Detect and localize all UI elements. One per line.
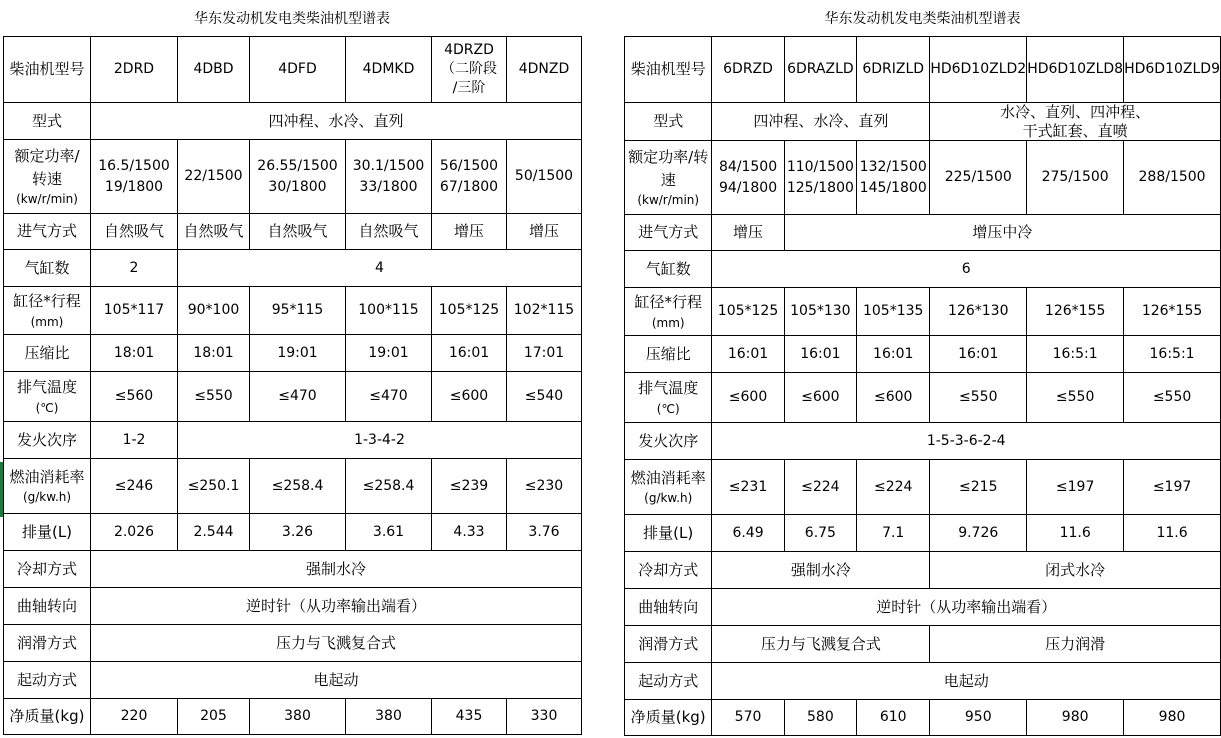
row-label: 进气方式 (4, 214, 91, 250)
value-cell: 增压 (432, 214, 507, 250)
value-cell: 105*130 (784, 288, 856, 336)
value-cell: ≤540 (507, 372, 582, 422)
value-cell: 1-2 (91, 422, 178, 459)
row-label: 发火次序 (4, 422, 91, 459)
value-cell: ≤470 (346, 372, 432, 422)
value-cell: 自然吸气 (178, 214, 250, 250)
value-cell: 16:01 (712, 336, 784, 373)
table-row (4, 214, 582, 250)
value-cell: ≤600 (784, 373, 856, 423)
row-label: 型式 (4, 103, 91, 140)
value-cell: 950 (930, 700, 1027, 736)
value-cell: 105*117 (91, 287, 178, 335)
value-cell: 100*115 (346, 287, 432, 335)
unit-text: (kw/r/min) (16, 192, 78, 206)
value-cell: 压力与飞溅复合式 (91, 625, 582, 662)
value-cell: 980 (1027, 700, 1124, 736)
model-cell: HD6D10ZLD9 (1124, 37, 1221, 103)
row-label: 压缩比 (625, 336, 712, 373)
value-cell: 强制水冷 (712, 552, 930, 589)
value-cell: 压力与飞溅复合式 (712, 626, 930, 663)
table-row (625, 336, 1221, 373)
value-cell: 3.26 (250, 514, 346, 551)
value-cell: 自然吸气 (250, 214, 346, 250)
value-cell: 1-5-3-6-2-4 (712, 423, 1221, 460)
value-cell: 126*155 (1027, 288, 1124, 336)
row-label: 净质量(kg) (4, 699, 91, 735)
value-cell: ≤600 (712, 373, 784, 423)
table-row (625, 700, 1221, 736)
value-cell: 19:01 (346, 335, 432, 372)
value-cell: 18:01 (91, 335, 178, 372)
value-cell: 电起动 (712, 663, 1221, 700)
table-row (625, 663, 1221, 700)
value-cell (250, 140, 346, 214)
unit-text: (mm) (30, 314, 64, 329)
value-cell (91, 140, 178, 214)
value-cell: 288/1500 (1124, 141, 1221, 215)
row-label (4, 459, 91, 514)
value-cell: 102*115 (507, 287, 582, 335)
value-cell: 增压 (507, 214, 582, 250)
value-cell: ≤224 (784, 460, 856, 515)
value-cell: 增压 (712, 215, 784, 251)
value-line: 30.1/1500 (352, 157, 425, 174)
model-cell: 4DFD (250, 37, 346, 103)
right-table-title: 华东发动机发电类柴油机型谱表 (824, 11, 1021, 27)
value-cell: 225/1500 (930, 141, 1027, 215)
value-line: 水冷、直列、四冲程、 (1000, 103, 1151, 121)
value-cell: ≤600 (857, 373, 930, 423)
value-cell: 105*135 (857, 288, 930, 336)
label-line: 排气温度 (638, 379, 699, 398)
value-cell: 95*115 (250, 287, 346, 335)
row-label: 型式 (625, 103, 712, 141)
value-cell: 2 (91, 250, 178, 287)
value-cell: ≤197 (1027, 460, 1124, 515)
value-cell: 126*155 (1124, 288, 1221, 336)
row-label: 起动方式 (625, 663, 712, 700)
value-line: 30/1800 (268, 178, 327, 195)
value-cell: 3.76 (507, 514, 582, 551)
unit-text: (g/kw.h) (644, 491, 693, 506)
label-line: 缸径*行程 (634, 293, 702, 312)
row-label: 压缩比 (4, 335, 91, 372)
value-cell (930, 103, 1221, 141)
value-cell: 电起动 (91, 662, 582, 699)
value-line: 125/1800 (786, 179, 854, 196)
value-cell: ≤230 (507, 459, 582, 514)
value-cell: ≤550 (930, 373, 1027, 423)
unit-text: (mm) (651, 315, 685, 330)
model-cell: 4DNZD (507, 37, 582, 103)
value-cell: 自然吸气 (91, 214, 178, 250)
table-row (625, 515, 1221, 552)
label-line: 燃油消耗率 (630, 468, 706, 487)
value-cell: 90*100 (178, 287, 250, 335)
row-label: 排量(L) (625, 515, 712, 552)
value-cell: 105*125 (432, 287, 507, 335)
value-line: 94/1800 (718, 179, 778, 196)
row-label: 曲轴转向 (625, 589, 712, 626)
row-label (625, 288, 712, 336)
value-cell: 205 (178, 699, 250, 735)
value-line: 56/1500 (439, 157, 499, 174)
unit-text: (℃) (35, 400, 59, 415)
row-label: 润滑方式 (625, 626, 712, 663)
table-row (625, 589, 1221, 626)
value-cell: 570 (712, 700, 784, 736)
row-label (4, 287, 91, 335)
value-cell: 435 (432, 699, 507, 735)
row-label (4, 140, 91, 214)
value-cell: 580 (784, 700, 856, 736)
value-line: 26.55/1500 (257, 157, 338, 174)
value-cell (784, 141, 856, 215)
row-label (625, 460, 712, 515)
row-label: 冷却方式 (4, 551, 91, 588)
value-cell: 闭式水冷 (930, 552, 1221, 589)
value-cell: ≤550 (1124, 373, 1221, 423)
unit-text: (g/kw.h) (22, 490, 72, 505)
row-label: 进气方式 (625, 215, 712, 251)
value-cell: 380 (250, 699, 346, 735)
value-cell: 逆时针（从功率输出端看） (712, 589, 1221, 626)
model-cell: 6DRIZLD (857, 37, 930, 103)
value-cell: 1-3-4-2 (178, 422, 582, 459)
value-cell: ≤197 (1124, 460, 1221, 515)
value-cell: 7.1 (857, 515, 930, 552)
value-cell: 四冲程、水冷、直列 (91, 103, 582, 140)
value-cell: 126*130 (930, 288, 1027, 336)
value-cell (432, 140, 507, 214)
row-label: 排量(L) (4, 514, 91, 551)
value-cell: 16:01 (784, 336, 856, 373)
value-cell: 11.6 (1027, 515, 1124, 552)
model-cell: HD6D10ZLD8 (1027, 37, 1124, 103)
table-row (4, 140, 582, 214)
table-row (625, 215, 1221, 251)
right-spec-table (624, 36, 1221, 736)
value-cell: 19:01 (250, 335, 346, 372)
value-cell: 4.33 (432, 514, 507, 551)
table-row (4, 699, 582, 735)
value-cell: 增压中冷 (784, 215, 1220, 251)
value-cell: ≤600 (432, 372, 507, 422)
label-line: 速 (660, 170, 676, 189)
table-row (4, 588, 582, 625)
table-row (625, 103, 1221, 141)
value-cell: 105*125 (712, 288, 784, 336)
value-cell: ≤250.1 (178, 459, 250, 514)
label-line: 额定功率/转 (628, 148, 709, 166)
row-label: 气缸数 (625, 251, 712, 288)
table-row (625, 373, 1221, 423)
row-label: 气缸数 (4, 250, 91, 287)
value-cell: 18:01 (178, 335, 250, 372)
model-cell: 4DRZD （二阶段 /三阶 (432, 37, 507, 103)
row-label (4, 372, 91, 422)
row-label: 冷却方式 (625, 552, 712, 589)
value-line: 干式缸套、直喷 (1022, 122, 1128, 140)
model-cell: 4DBD (178, 37, 250, 103)
row-label (625, 373, 712, 423)
value-cell: 6 (712, 251, 1221, 288)
table-row (625, 288, 1221, 336)
value-line: 67/1800 (439, 178, 499, 195)
header-label: 柴油机型号 (4, 37, 91, 103)
unit-text: (℃) (656, 401, 680, 416)
label-line: 转速 (31, 169, 62, 188)
table-row (625, 251, 1221, 288)
table-row (4, 37, 582, 103)
value-cell: 220 (91, 699, 178, 735)
value-cell: 16:01 (432, 335, 507, 372)
table-row (4, 514, 582, 551)
table-row (625, 460, 1221, 515)
value-line: 84/1500 (718, 158, 778, 175)
table-row (625, 423, 1221, 460)
value-cell: 压力润滑 (930, 626, 1221, 663)
value-cell: ≤550 (1027, 373, 1124, 423)
value-cell: 2.544 (178, 514, 250, 551)
value-cell: ≤550 (178, 372, 250, 422)
value-cell: ≤560 (91, 372, 178, 422)
table-row (625, 141, 1221, 215)
label-line: 排气温度 (16, 378, 77, 397)
value-cell: ≤215 (930, 460, 1027, 515)
row-label (625, 141, 712, 215)
table-row (4, 459, 582, 514)
table-row (4, 250, 582, 287)
table-row (4, 287, 582, 335)
header-label: 柴油机型号 (625, 37, 712, 103)
value-cell: 自然吸气 (346, 214, 432, 250)
value-cell: ≤224 (857, 460, 930, 515)
value-cell: 4 (178, 250, 582, 287)
value-cell: 16:5:1 (1027, 336, 1124, 373)
clipped-value (930, 103, 1220, 140)
value-cell: 强制水冷 (91, 551, 582, 588)
value-cell (712, 141, 784, 215)
table-row (4, 551, 582, 588)
left-table-title: 华东发动机发电类柴油机型谱表 (194, 11, 390, 27)
model-cell: 6DRAZLD (784, 37, 856, 103)
value-line: 145/1800 (859, 179, 927, 196)
row-label: 净质量(kg) (625, 700, 712, 736)
value-cell: 17:01 (507, 335, 582, 372)
table-row (4, 103, 582, 140)
row-label: 曲轴转向 (4, 588, 91, 625)
value-cell: ≤231 (712, 460, 784, 515)
value-line: 19/1800 (104, 178, 164, 195)
value-cell: ≤239 (432, 459, 507, 514)
value-cell: 四冲程、水冷、直列 (712, 103, 930, 141)
value-cell: 16:5:1 (1124, 336, 1221, 373)
value-cell: 11.6 (1124, 515, 1221, 552)
value-cell: 9.726 (930, 515, 1027, 552)
label-line: 缸径*行程 (13, 292, 81, 311)
value-cell: 380 (346, 699, 432, 735)
value-line: 33/1800 (359, 178, 418, 195)
value-cell: 16:01 (857, 336, 930, 373)
value-cell: 6.49 (712, 515, 784, 552)
model-cell: 6DRZD (712, 37, 784, 103)
value-cell: ≤258.4 (250, 459, 346, 514)
table-row (625, 626, 1221, 663)
value-cell (857, 141, 930, 215)
value-cell: 6.75 (784, 515, 856, 552)
value-cell: 3.61 (346, 514, 432, 551)
value-cell: 22/1500 (178, 140, 250, 214)
unit-text: (kw/r/min) (637, 193, 700, 207)
value-line: 110/1500 (786, 158, 854, 175)
row-label: 润滑方式 (4, 625, 91, 662)
table-row (4, 422, 582, 459)
value-cell: 2.026 (91, 514, 178, 551)
value-cell: 330 (507, 699, 582, 735)
value-cell (346, 140, 432, 214)
model-cell: 2DRD (91, 37, 178, 103)
table-row (625, 37, 1221, 103)
table-row (4, 625, 582, 662)
model-cell: 4DMKD (346, 37, 432, 103)
label-line: 额定功率/ (14, 147, 80, 165)
label-line: 燃油消耗率 (9, 467, 85, 486)
value-cell: 980 (1124, 700, 1221, 736)
row-label: 发火次序 (625, 423, 712, 460)
table-row (625, 552, 1221, 589)
value-cell: ≤258.4 (346, 459, 432, 514)
value-cell: 50/1500 (507, 140, 582, 214)
value-cell: ≤246 (91, 459, 178, 514)
table-row (4, 335, 582, 372)
value-cell: ≤470 (250, 372, 346, 422)
table-row (4, 662, 582, 699)
table-row (4, 372, 582, 422)
model-cell: HD6D10ZLD2 (930, 37, 1027, 103)
row-label: 起动方式 (4, 662, 91, 699)
value-cell: 275/1500 (1027, 141, 1124, 215)
value-line: 132/1500 (859, 158, 927, 175)
value-cell: 逆时针（从功率输出端看） (91, 588, 582, 625)
left-spec-table (3, 36, 582, 735)
value-cell: 610 (857, 700, 930, 736)
value-line: 16.5/1500 (98, 157, 170, 174)
value-cell: 16:01 (930, 336, 1027, 373)
